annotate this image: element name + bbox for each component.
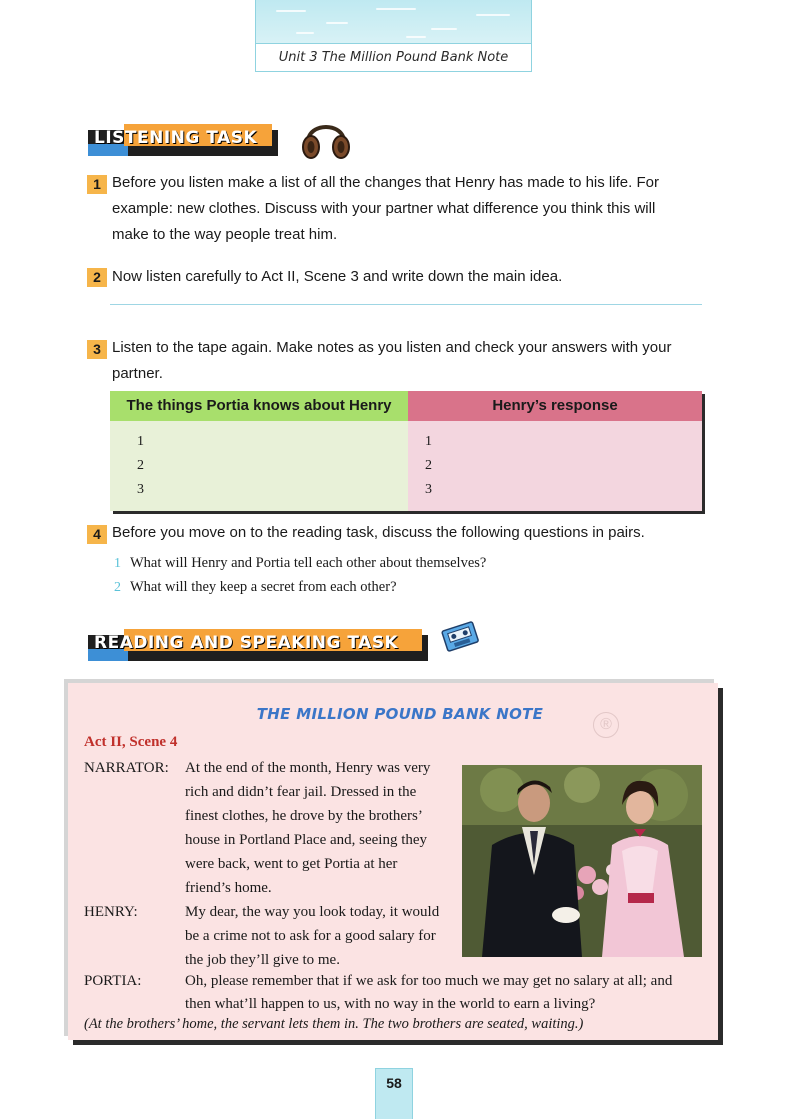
cassette-icon bbox=[440, 617, 480, 655]
dialogue-line: Oh, please remember that if we ask for too much we may get no salary at all; and bbox=[185, 973, 673, 989]
dialogue-line: At the end of the month, Henry was very bbox=[185, 760, 431, 776]
dialogue-line: finest clothes, he drove by the brothers’ bbox=[185, 808, 423, 824]
dialogue-line: be a crime not to ask for a good salary for bbox=[185, 928, 436, 944]
task-2-text: Now listen carefully to Act II, Scene 3 and write down the main idea. bbox=[112, 268, 563, 285]
task-4-text: Before you move on to the reading task, discuss the following questions in pairs. bbox=[112, 524, 645, 541]
registered-watermark: ® bbox=[593, 712, 619, 738]
dialogue-line: house in Portland Place and, seeing they bbox=[185, 832, 428, 848]
film-still-photo bbox=[462, 765, 702, 957]
listening-task-banner bbox=[88, 122, 278, 156]
dialogue-line: friend’s home. bbox=[185, 880, 272, 896]
table-cell: 3 bbox=[137, 482, 144, 497]
table-cell: 1 bbox=[137, 434, 144, 449]
speaker-portia: PORTIA: bbox=[84, 973, 142, 989]
question-2-text: What will they keep a secret from each other? bbox=[130, 579, 397, 595]
stage-direction: (At the brothers’ home, the servant lets them in. The two brothers are seated, waiting.) bbox=[84, 1016, 584, 1032]
speaker-narrator: NARRATOR: bbox=[84, 760, 169, 776]
task-number-4: 4 bbox=[87, 525, 107, 544]
notes-table bbox=[110, 391, 702, 511]
answer-line bbox=[110, 304, 702, 305]
script-title: THE MILLION POUND BANK NOTE bbox=[256, 705, 544, 723]
table-header-portia: The things Portia knows about Henry bbox=[110, 391, 408, 421]
header-sky-band bbox=[256, 0, 531, 43]
headphones-icon bbox=[300, 114, 352, 162]
scene-heading: Act II, Scene 4 bbox=[84, 734, 178, 750]
listening-task-heading: LISTENING TASK bbox=[94, 128, 258, 148]
table-cell: 2 bbox=[137, 458, 144, 473]
question-number-2: 2 bbox=[114, 580, 121, 595]
table-header-henry: Henry’s response bbox=[408, 391, 702, 421]
task-number-1: 1 bbox=[87, 175, 107, 194]
dialogue-line: then what’ll happen to us, with no way in the world to earn a living? bbox=[185, 996, 596, 1012]
task-3-text: Listen to the tape again. Make notes as you listen and check your answers with your partner. bbox=[112, 339, 672, 382]
question-1-text: What will Henry and Portia tell each other about themselves? bbox=[130, 555, 487, 571]
task-1-text: Before you listen make a list of all the changes that Henry has made to his life. For example: new clothes. Discuss with your partner what difference you think this will make to the way people treat him. bbox=[112, 174, 659, 243]
reading-speaking-banner bbox=[88, 627, 428, 661]
unit-label: Unit 3 The Million Pound Bank Note bbox=[256, 43, 531, 71]
dialogue-line: rich and didn’t fear jail. Dressed in the bbox=[185, 784, 417, 800]
task-number-3: 3 bbox=[87, 340, 107, 359]
speaker-henry: HENRY: bbox=[84, 904, 138, 920]
table-cell: 3 bbox=[425, 482, 432, 497]
table-cell: 2 bbox=[425, 458, 432, 473]
page-number: 58 bbox=[386, 1075, 402, 1091]
question-number-1: 1 bbox=[114, 556, 121, 571]
page-number-tab bbox=[375, 1068, 413, 1119]
unit-header-tab bbox=[255, 0, 532, 72]
task-number-2: 2 bbox=[87, 268, 107, 287]
table-cell: 1 bbox=[425, 434, 432, 449]
dialogue-line: were back, went to get Portia at her bbox=[185, 856, 398, 872]
reading-speaking-heading: READING AND SPEAKING TASK bbox=[94, 633, 399, 653]
dialogue-line: the job they’ll give to me. bbox=[185, 952, 340, 968]
dialogue-line: My dear, the way you look today, it would bbox=[185, 904, 440, 920]
